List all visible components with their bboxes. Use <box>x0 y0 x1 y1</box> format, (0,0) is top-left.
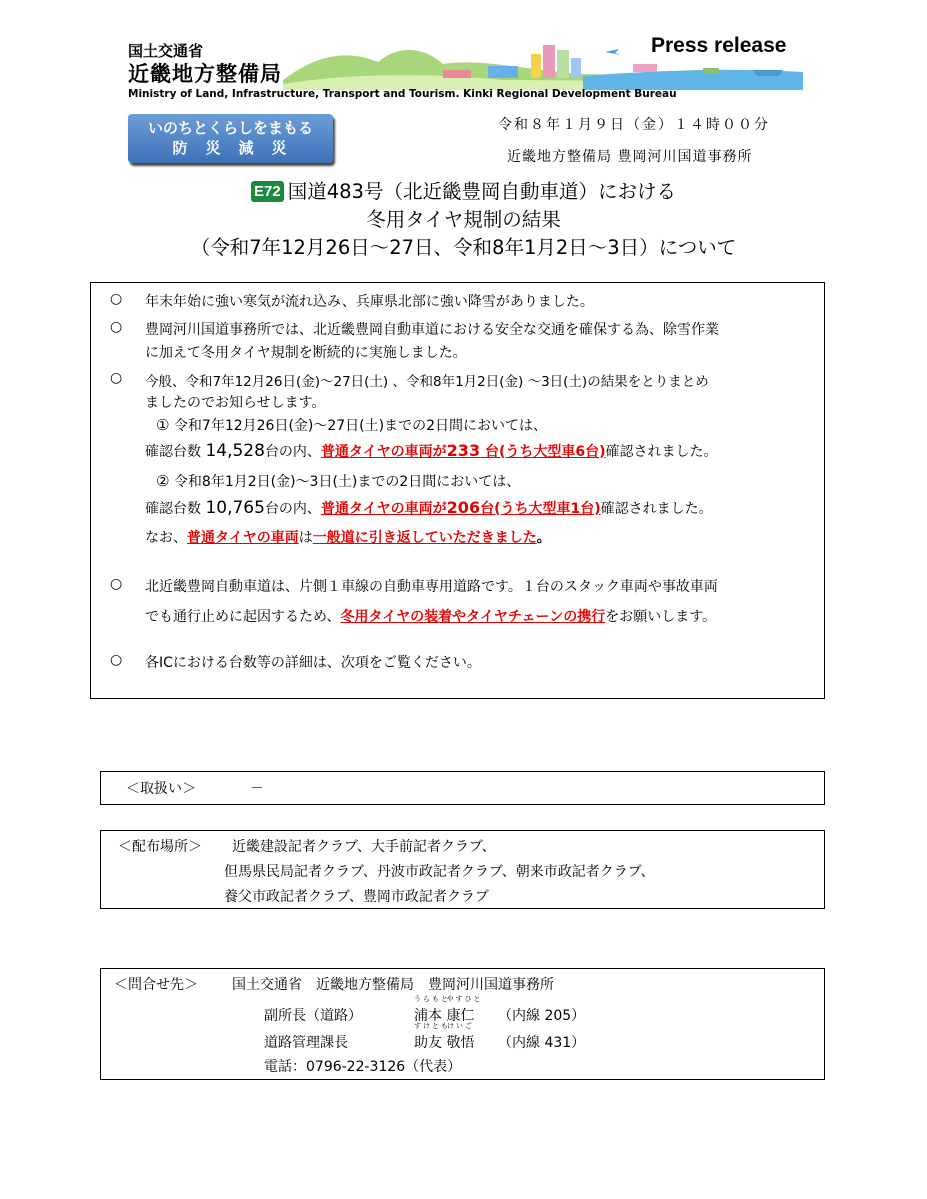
ruby: うらもと <box>414 995 450 1003</box>
note-prefix: なお、 <box>145 530 187 546</box>
bullet-2-line1: 豊岡河川国道事務所では、北近畿豊岡自動車道における安全な交通を確保する為、除雪作業 <box>145 322 719 338</box>
bullet-3-line2: ましたのでお知らせします。 <box>145 395 326 411</box>
title-line1 <box>0 176 927 204</box>
contact-name-2 <box>414 1022 475 1052</box>
bullet-4-pre: でも通行止めに起因するため、 <box>145 609 341 625</box>
kanji: 敬悟 <box>446 1035 475 1051</box>
note-period: 。 <box>536 530 551 546</box>
bullet-mark: ○ <box>110 319 123 335</box>
bureau-name: 近畿地方整備局 <box>128 62 282 86</box>
handling-label: ＜取扱い＞ <box>126 781 196 797</box>
period-2-large-vehicles: 台(うち大型車1台) <box>480 501 601 517</box>
turnback-note <box>145 527 551 547</box>
title-text-1: 国道483号（北近畿豊岡自動車道）における <box>287 180 676 203</box>
period-2-result <box>145 498 713 518</box>
count-mid: 台の内、 <box>264 444 321 460</box>
period-1-count: 14,528 <box>205 441 265 461</box>
ruby: やすひと <box>446 995 483 1003</box>
note-particle: は <box>298 530 313 546</box>
period-2-number: ② <box>156 472 170 490</box>
contact-extension-2: （内線 431） <box>498 1035 586 1051</box>
period-2-text: 令和8年1月2日(金)～3日(土)までの2日間においては、 <box>173 474 521 490</box>
period-1-heading <box>156 415 547 435</box>
contact-extension-1: （内線 205） <box>498 1008 586 1024</box>
title-line2: 冬用タイヤ規制の結果 <box>366 208 561 231</box>
period-2-normal-tire-count: 206 <box>446 498 481 517</box>
ministry-name-line1: 国土交通省 <box>128 42 204 60</box>
bullet-4-post: をお願いします。 <box>605 609 717 625</box>
distribution-line1: 近畿建設記者クラブ、大手前記者クラブ、 <box>232 839 496 855</box>
period-1-normal-tire-count: 233 <box>446 441 481 460</box>
bullet-4-line2 <box>145 606 716 626</box>
distribution-label: ＜配布場所＞ <box>118 839 202 855</box>
issuing-office: 近畿地方整備局 豊岡河川国道事務所 <box>507 149 753 165</box>
bullet-1: 年末年始に強い寒気が流れ込み、兵庫県北部に強い降雪がありました。 <box>145 294 594 310</box>
confirmed-text: 確認されました。 <box>605 444 718 460</box>
count-label: 確認台数 <box>145 444 206 460</box>
kanji: 康仁 <box>446 1008 475 1024</box>
note-turned-back: 一般道に引き返していただきました <box>312 530 537 546</box>
bullet-5: 各ICにおける台数等の詳細は、次項をご覧ください。 <box>145 655 481 671</box>
period-1-normal-tire-label: 普通タイヤの車両が <box>320 444 447 460</box>
kanji: 浦本 <box>414 1008 442 1024</box>
expressway-badge: E72 <box>251 181 284 202</box>
contact-label: ＜問合せ先＞ <box>114 977 198 993</box>
bullet-4-line1: 北近畿豊岡自動車道は、片側１車線の自動車専用道路です。１台のスタック車両や事故車両 <box>145 579 718 595</box>
distribution-line3: 養父市政記者クラブ、豊岡市政記者クラブ <box>224 889 489 905</box>
contact-role-1: 副所長（道路） <box>264 1008 362 1024</box>
bullet-mark: ○ <box>110 291 123 307</box>
bullet-3-line1: 今般、令和7年12月26日(金)～27日(土) 、令和8年1月2日(金) ～3日(土)の結果をとりまとめ <box>145 374 709 390</box>
distribution-line2: 但馬県民局記者クラブ、丹波市政記者クラブ、朝来市政記者クラブ、 <box>224 864 655 880</box>
period-1-number: ① <box>156 416 170 434</box>
contact-phone: 電話：0796-22-3126（代表） <box>264 1059 462 1075</box>
contact-organization: 国土交通省 近畿地方整備局 豊岡河川国道事務所 <box>232 977 554 993</box>
ruby: けいご <box>446 1022 474 1030</box>
winter-tire-request: 冬用タイヤの装着やタイヤチェーンの携行 <box>340 609 606 625</box>
confirmed-text: 確認されました。 <box>600 501 713 517</box>
release-date: 令和８年１月９日（金）１４時００分 <box>498 117 770 133</box>
kanji: 助友 <box>414 1035 442 1051</box>
bullet-mark: ○ <box>110 370 123 386</box>
bullet-mark: ○ <box>110 576 123 592</box>
ministry-english-name: Ministry of Land, Infrastructure, Transport and Tourism. Kinki Regional Development Bureau <box>128 88 677 100</box>
period-2-count: 10,765 <box>205 498 265 518</box>
bullet-2-line2: に加えて冬用タイヤ規制を断続的に実施しました。 <box>145 345 467 361</box>
period-1-result <box>145 441 718 461</box>
period-1-large-vehicles: 台(うち大型車6台) <box>480 444 606 460</box>
count-label: 確認台数 <box>145 501 206 517</box>
period-2-heading <box>156 471 520 491</box>
period-1-text: 令和7年12月26日(金)～27日(土)までの2日間においては、 <box>173 418 548 434</box>
bosai-slogan: いのちとくらしをまもる <box>147 119 313 137</box>
bosai-title: 防災減災 <box>172 139 305 157</box>
name-2-given <box>446 1022 475 1052</box>
handling-box <box>100 771 825 805</box>
ruby: すけとも <box>414 1022 450 1030</box>
count-mid: 台の内、 <box>264 501 321 517</box>
title-line3: （令和7年12月26日～27日、令和8年1月2日～3日）について <box>190 236 737 259</box>
name-2-family <box>414 1022 450 1052</box>
contact-role-2: 道路管理課長 <box>264 1035 348 1051</box>
note-normal-tire: 普通タイヤの車両 <box>187 530 299 546</box>
press-release-label: Press release <box>651 34 787 57</box>
handling-value: － <box>250 781 264 797</box>
period-2-normal-tire-label: 普通タイヤの車両が <box>320 501 447 517</box>
bullet-mark: ○ <box>110 652 123 668</box>
disaster-prevention-badge <box>128 114 333 163</box>
